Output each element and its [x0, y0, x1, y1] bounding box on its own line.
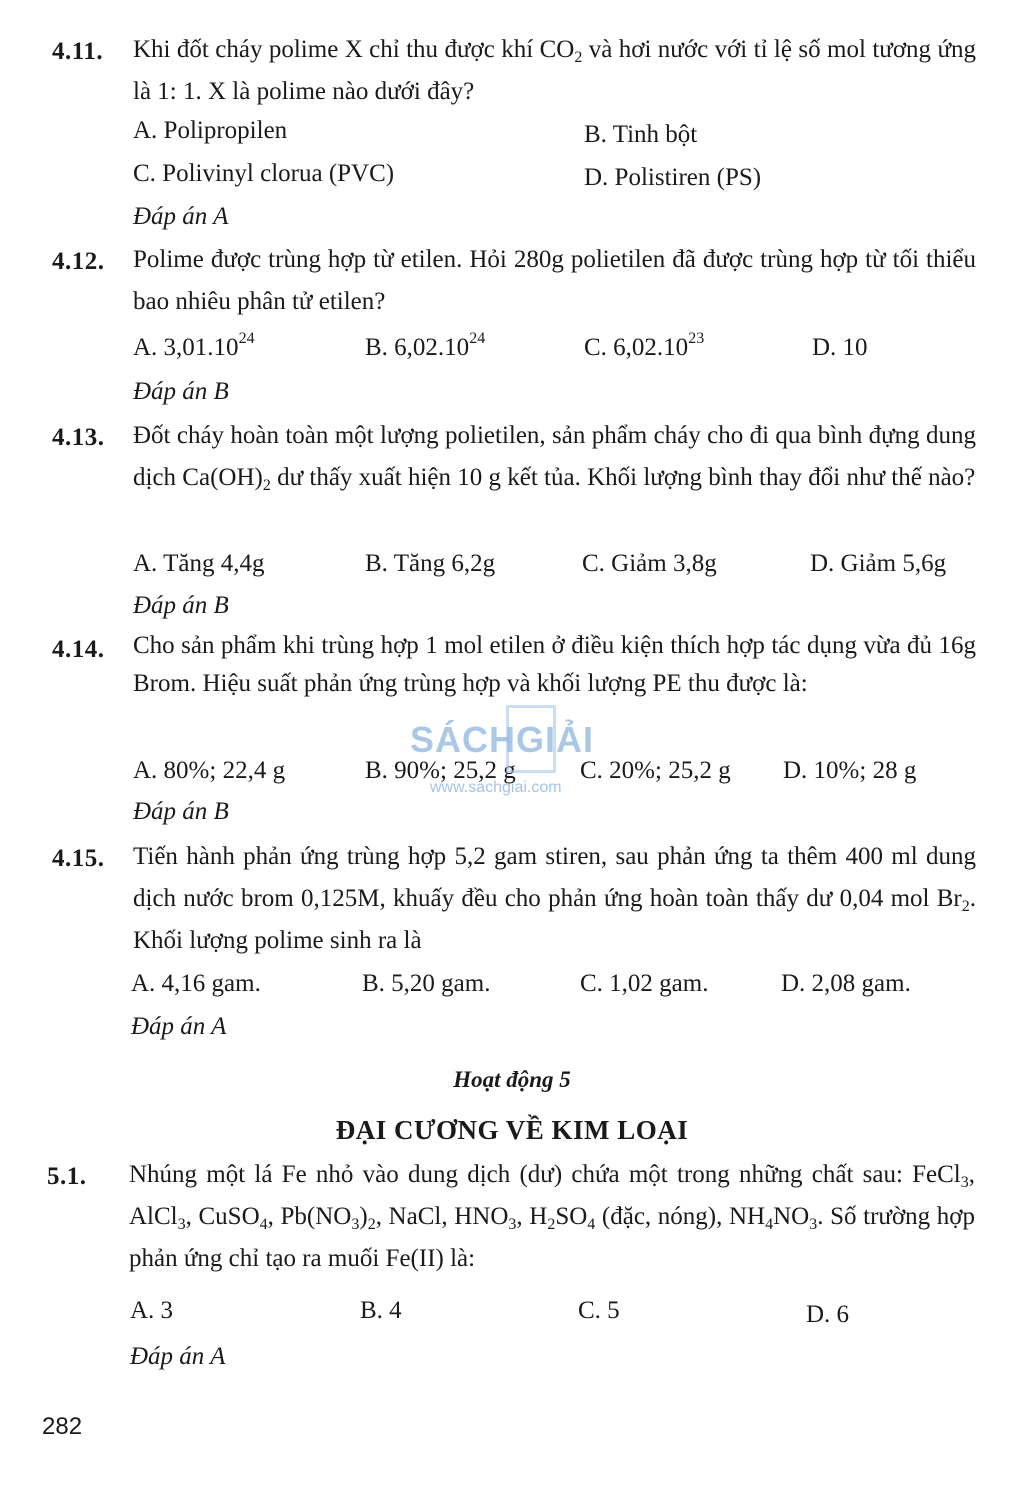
answer-4-12: Đáp án B — [133, 378, 229, 405]
answer-4-14: Đáp án B — [133, 798, 229, 825]
option-b: B. Tinh bột — [584, 121, 698, 148]
page-number: 282 — [42, 1413, 83, 1440]
option-a: A. 80%; 22,4 g — [133, 757, 286, 784]
option-b: B. 90%; 25,2 g — [365, 757, 516, 784]
watermark-url: www.sachgiai.com — [430, 779, 562, 796]
question-number: 4.15. — [52, 845, 105, 872]
option-a: A. Tăng 4,4g — [133, 550, 265, 577]
option-b: B. 4 — [360, 1297, 402, 1324]
question-number: 5.1. — [47, 1163, 87, 1190]
question-text: Khi đốt cháy polime X chỉ thu được khí $CO_2$ và hơi nước với tỉ lệ số mol tương ứng là 1: 1. X là polime nào dưới đây? — [133, 36, 976, 105]
question-text: Polime được trùng hợp từ etilen. Hỏi 280g polietilen đã được trùng hợp từ tối thiểu bao nhiêu phân tử etilen? — [133, 246, 976, 315]
question-number: 4.11. — [52, 38, 104, 65]
option-d: D. Giảm 5,6g — [810, 550, 947, 577]
answer-4-13: Đáp án B — [133, 592, 229, 619]
option-c: C. 6,02.10$^{23}$ — [584, 330, 705, 361]
option-b: B. 6,02.10$^{24}$ — [365, 330, 486, 361]
question-number: 4.12. — [52, 248, 105, 275]
option-b: B. 5,20 gam. — [362, 970, 491, 997]
question-number: 4.14. — [52, 636, 105, 663]
option-d: D. 2,08 gam. — [781, 970, 911, 997]
option-a: A. Polipropilen — [133, 117, 288, 144]
option-c: C. 1,02 gam. — [580, 970, 709, 997]
answer-5-1: Đáp án A — [130, 1343, 226, 1370]
option-c: C. Polivinyl clorua (PVC) — [133, 160, 395, 187]
answer-4-11: Đáp án A — [133, 203, 229, 230]
option-a: A. 3,01.10$^{24}$ — [133, 330, 255, 361]
section-title: ĐẠI CƯƠNG VỀ KIM LOẠI — [335, 1115, 689, 1145]
watermark-brand: SÁCHGIẢI — [410, 719, 595, 760]
question-text: Nhúng một lá Fe nhỏ vào dung dịch (dư) chứa một trong những chất sau: FeCl$_3$, AlCl$_3$, CuSO$_4$, $Pb(NO_3)_2$, NaCl, $HNO_3$, $H_2SO_4$ (đặc, nóng), $NH_4NO_3$. Số trường hợp phản ứng chỉ tạo ra muối Fe(II) là: — [129, 1161, 976, 1272]
question-number: 4.13. — [52, 424, 105, 451]
option-c: C. 20%; 25,2 g — [580, 757, 731, 784]
option-a: A. 4,16 gam. — [131, 970, 261, 997]
question-text: Tiến hành phản ứng trùng hợp 5,2 gam stiren, sau phản ứng ta thêm 400 ml dung dịch nước brom 0,125M, khuấy đều cho phản ứng hoàn toàn thấy dư 0,04 mol $Br_2$. Khối lượng polime sinh ra là — [133, 843, 976, 954]
option-d: D. 10%; 28 g — [783, 757, 917, 784]
option-a: A. 3 — [130, 1297, 174, 1324]
option-c: C. 5 — [578, 1297, 620, 1324]
option-d: D. Polistiren (PS) — [584, 164, 762, 191]
question-text: Đốt cháy hoàn toàn một lượng polietilen, sản phẩm cháy cho đi qua bình đựng dung dịch $Ca(OH)_2$ dư thấy xuất hiện 10 g kết tủa. Khối lượng bình thay đổi như thế nào? — [133, 422, 976, 494]
answer-4-15: Đáp án A — [131, 1013, 227, 1040]
option-d: D. 6 — [806, 1301, 850, 1328]
watermark-logo — [410, 705, 620, 800]
section-activity: Hoạt động 5 — [453, 1067, 571, 1092]
option-c: C. Giảm 3,8g — [582, 550, 717, 577]
option-d: D. 10 — [812, 334, 868, 361]
question-text: Cho sản phẩm khi trùng hợp 1 mol etilen ở điều kiện thích hợp tác dụng vừa đủ 16g Brom. Hiệu suất phản ứng trùng hợp và khối lượng PE thu được là: — [133, 632, 976, 697]
option-b: B. Tăng 6,2g — [365, 550, 496, 577]
